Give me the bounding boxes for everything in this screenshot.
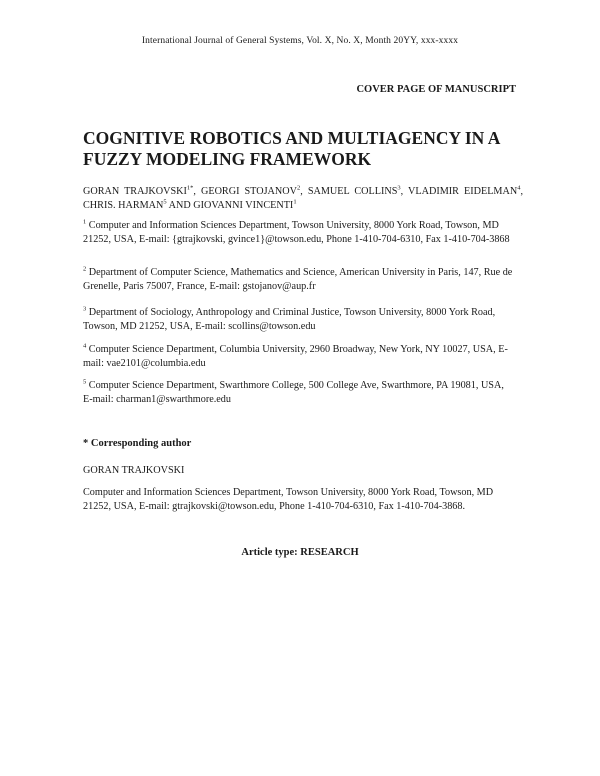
author-name: VLADIMIR EIDELMAN: [408, 186, 518, 197]
affiliation-text: Computer and Information Sciences Department, Towson University, 8000 York Road, Towson, MD 21252, USA, E-mail: {gtrajkovski, gvince1}@towson.edu, Phone 1-410-704-6310, Fax 1-410-704-3868: [83, 220, 510, 245]
author-name: GIOVANNI VINCENTI: [193, 200, 294, 211]
author-affil-marker: 1*: [186, 184, 194, 192]
author-affil-marker: 2: [296, 184, 301, 192]
affiliation-4: [83, 343, 513, 371]
corresponding-author-address: Computer and Information Sciences Department, Towson University, 8000 York Road, Towson, MD 21252, USA, E-mail: gtrajkovski@towson.edu, Phone 1-410-704-6310, Fax 1-410-704-3868.: [83, 487, 494, 512]
affiliation-text: Computer Science Department, Columbia University, 2960 Broadway, New York, NY 10027, USA, E-mail: vae2101@columbia.edu: [83, 344, 508, 369]
author-separator: ,: [300, 186, 308, 197]
author-name: CHRIS. HARMAN: [83, 200, 164, 211]
affiliation-marker: 2: [83, 265, 87, 273]
author-separator: ,: [520, 186, 524, 197]
corresponding-author-name: GORAN TRAJKOVSKI: [83, 465, 185, 476]
author-name: SAMUEL COLLINS: [307, 186, 398, 197]
affiliation-text: Department of Computer Science, Mathematics and Science, American University in Paris, 147, Rue de Grenelle, Paris 75007, France, E-mail: gstojanov@aup.fr: [83, 267, 513, 292]
affiliation-3: [83, 306, 513, 334]
cover-page-label: COVER PAGE OF MANUSCRIPT: [356, 84, 516, 95]
author-name: GORAN TRAJKOVSKI: [83, 186, 187, 197]
author-list: [83, 185, 523, 213]
author-separator: ,: [193, 186, 201, 197]
corresponding-author-heading: * Corresponding author: [83, 438, 192, 449]
author-separator: AND: [166, 200, 194, 211]
affiliation-marker: 3: [83, 305, 87, 313]
affiliation-1: [83, 219, 513, 247]
affiliation-marker: 4: [83, 342, 87, 350]
article-type: Article type: RESEARCH: [241, 547, 359, 558]
author-affil-marker: 5: [163, 198, 167, 206]
author-affil-marker: 3: [397, 184, 401, 192]
affiliation-2: [83, 266, 513, 294]
paper-title: COGNITIVE ROBOTICS AND MULTIAGENCY IN A FUZZY MODELING FRAMEWORK: [83, 128, 500, 169]
author-name: GEORGI STOJANOV: [201, 186, 297, 197]
author-separator: ,: [400, 186, 409, 197]
affiliation-text: Department of Sociology, Anthropology and Criminal Justice, Towson University, 8000 York Road, Towson, MD 21252, USA, E-mail: scollins@towson.edu: [83, 307, 496, 332]
running-head: International Journal of General Systems, Vol. X, No. X, Month 20YY, xxx-xxxx: [141, 36, 459, 46]
author-affil-marker: 1: [293, 198, 297, 206]
author-affil-marker: 4: [517, 184, 521, 192]
affiliation-5: [83, 379, 513, 407]
affiliation-marker: 1: [83, 218, 87, 226]
affiliation-marker: 5: [83, 378, 87, 386]
affiliation-text: Computer Science Department, Swarthmore College, 500 College Ave, Swarthmore, PA 19081, USA, E-mail: charman1@swarthmore.edu: [83, 380, 504, 405]
